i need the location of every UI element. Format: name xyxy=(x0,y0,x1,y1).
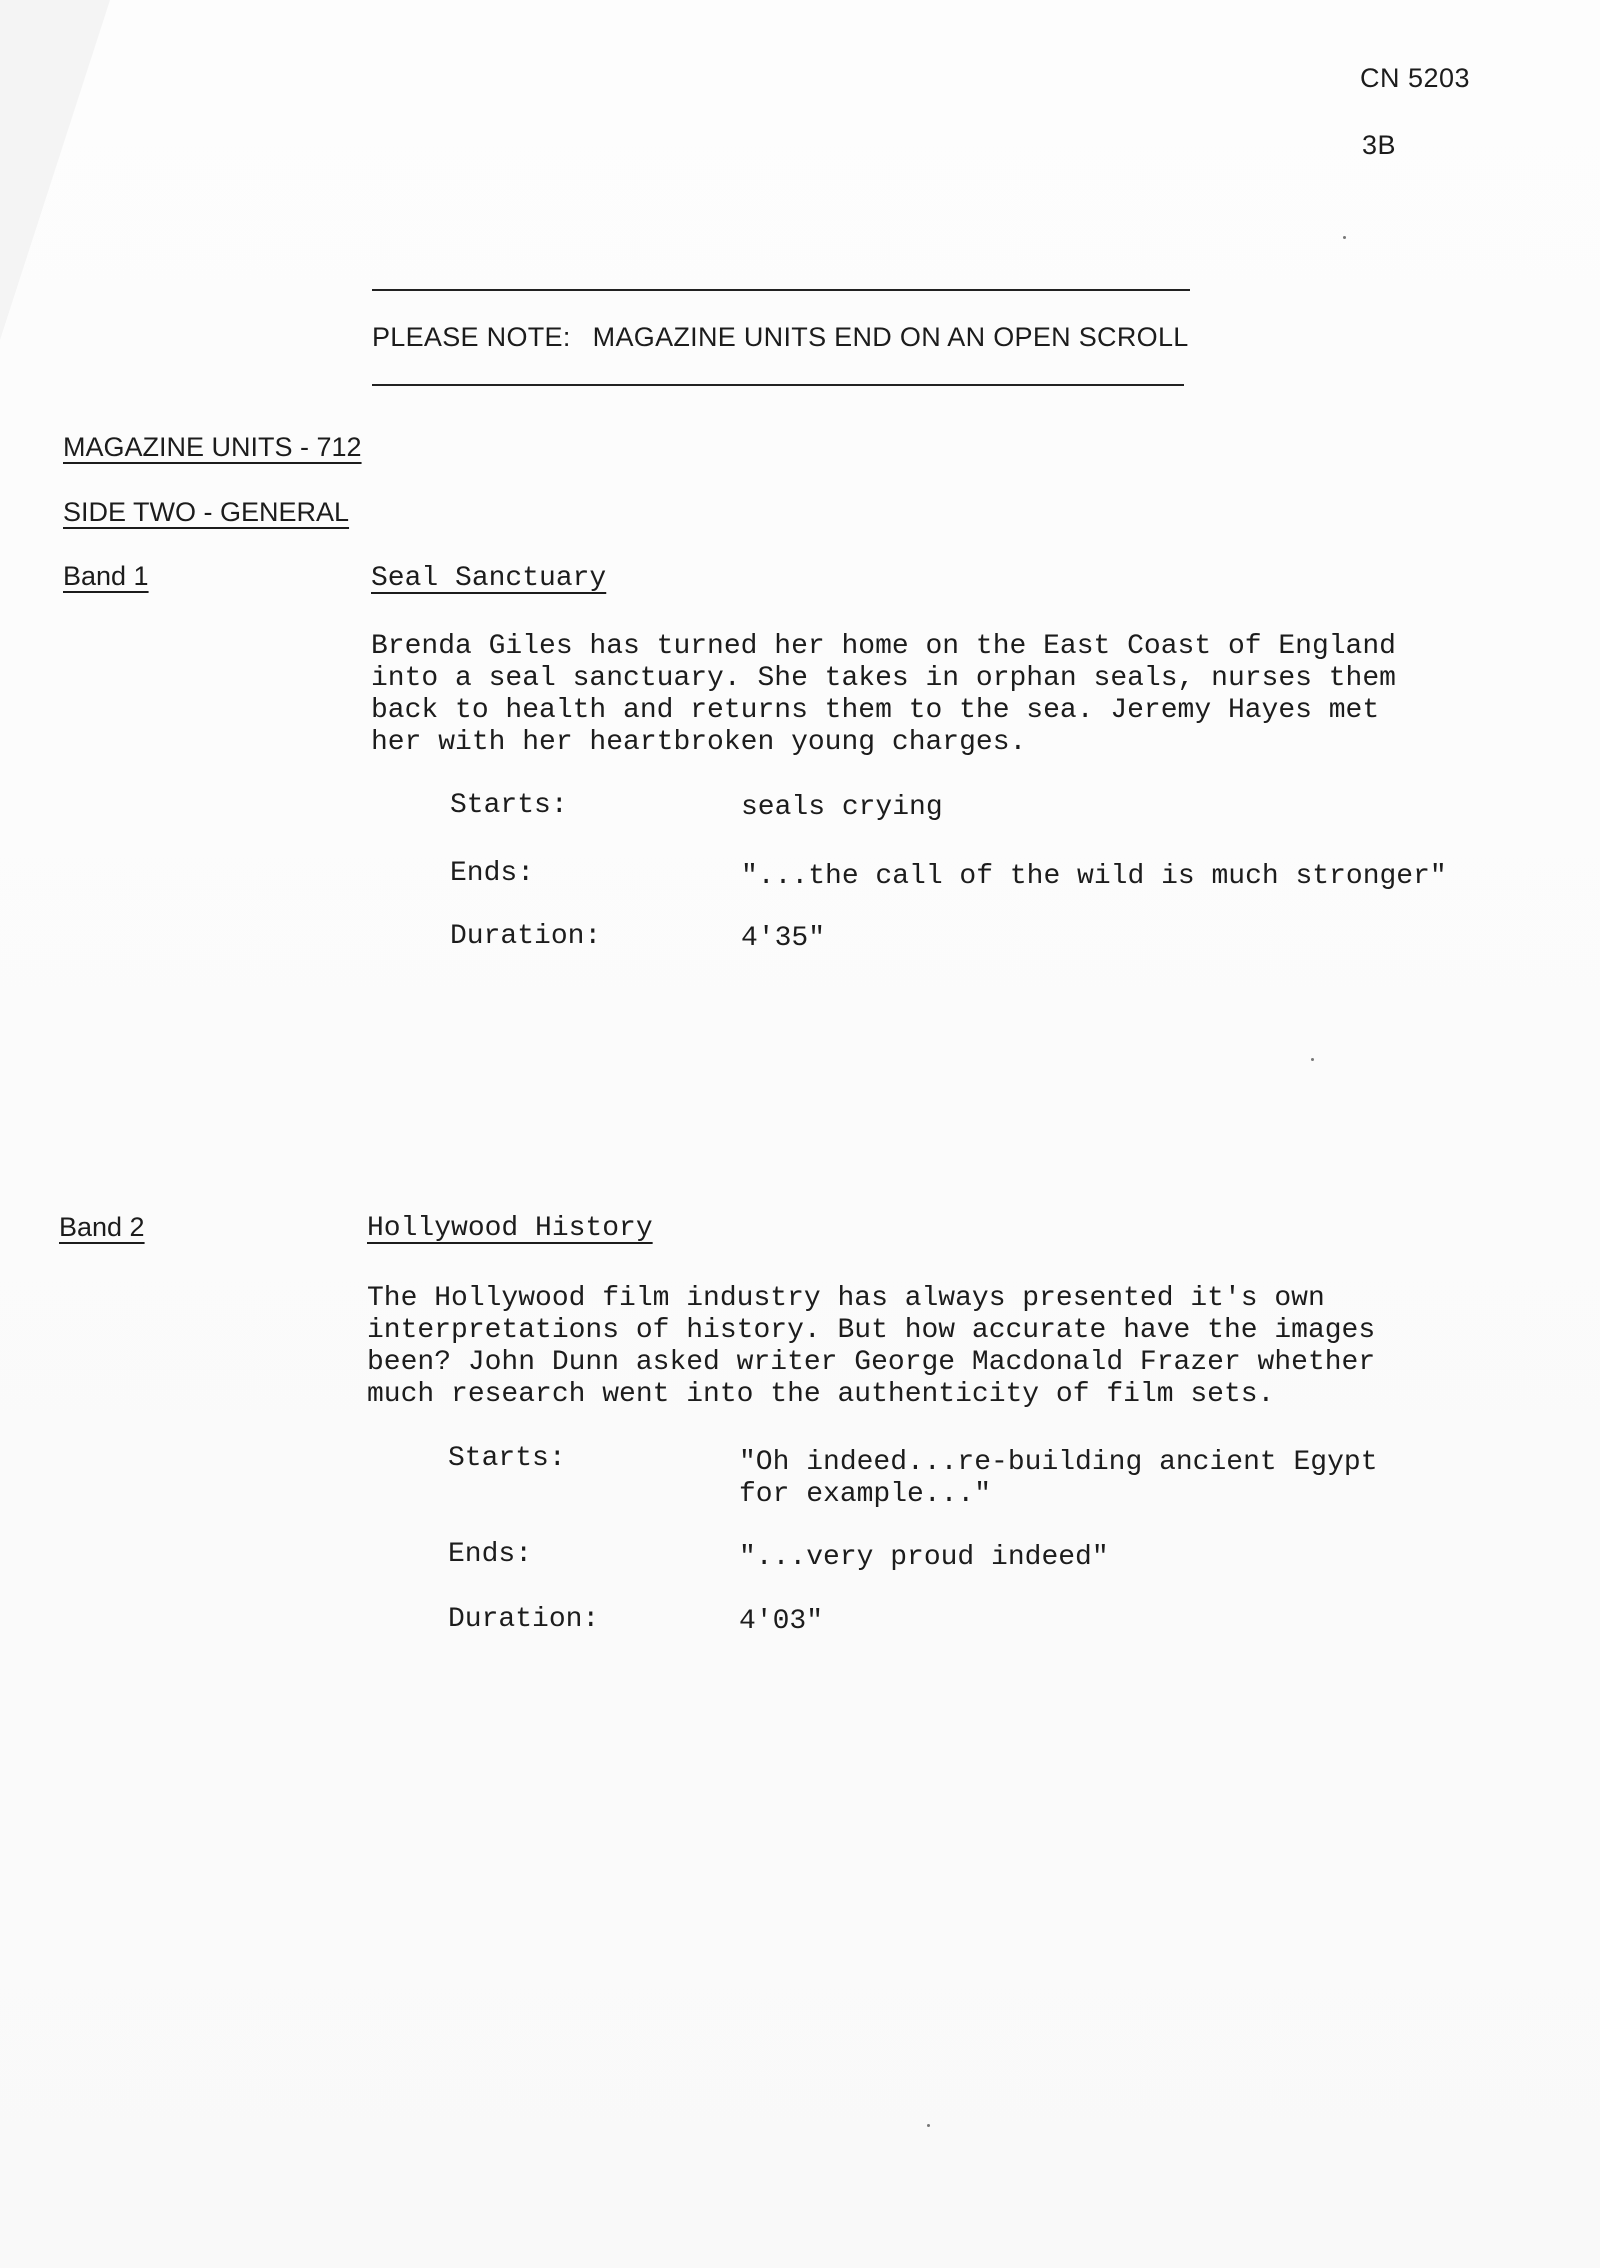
reference-code: CN 5203 xyxy=(1360,63,1471,93)
description-line: back to health and returns them to the sea. Jeremy Hayes met xyxy=(371,695,1380,726)
band-2-starts-value xyxy=(739,1447,1378,1511)
band-1-ends-value: "...the call of the wild is much stronger" xyxy=(741,861,1447,892)
band-2-ends-label: Ends: xyxy=(448,1539,533,1570)
page-corner-shadow xyxy=(0,0,110,340)
description-line: much research went into the authenticity of film sets. xyxy=(367,1379,1275,1410)
description-line: Brenda Giles has turned her home on the East Coast of England xyxy=(371,631,1396,662)
scan-speck xyxy=(1343,236,1346,239)
section-subtitle: SIDE TWO - GENERAL xyxy=(63,497,350,527)
band-1-starts-label: Starts: xyxy=(450,790,568,821)
band-1-title: Seal Sanctuary xyxy=(371,563,607,594)
page-code: 3B xyxy=(1362,130,1397,160)
starts-line: "Oh indeed...re-building ancient Egypt xyxy=(739,1447,1378,1478)
notice-top-rule xyxy=(372,289,1190,291)
notice-bottom-rule xyxy=(372,384,1184,386)
band-1-duration-value: 4'35" xyxy=(741,923,826,954)
starts-line: seals crying xyxy=(741,792,943,823)
band-1-label: Band 1 xyxy=(63,561,149,591)
band-2-description xyxy=(367,1283,1375,1411)
description-line: her with her heartbroken young charges. xyxy=(371,727,1027,758)
description-line: interpretations of history. But how accurate have the images xyxy=(367,1315,1376,1346)
scan-speck xyxy=(927,2124,930,2127)
notice-prefix: PLEASE NOTE: xyxy=(372,322,571,352)
band-2-label: Band 2 xyxy=(59,1212,145,1242)
band-1-starts-value xyxy=(741,792,943,824)
notice xyxy=(372,322,1189,353)
band-1-description xyxy=(371,631,1396,759)
band-1-ends-label: Ends: xyxy=(450,858,535,889)
section-title: MAGAZINE UNITS - 712 xyxy=(63,432,362,462)
band-2-title: Hollywood History xyxy=(367,1213,653,1244)
notice-text: MAGAZINE UNITS END ON AN OPEN SCROLL xyxy=(592,322,1189,352)
description-line: The Hollywood film industry has always presented it's own xyxy=(367,1283,1325,1314)
starts-line: for example..." xyxy=(739,1479,992,1510)
description-line: been? John Dunn asked writer George Macdonald Frazer whether xyxy=(367,1347,1376,1378)
scan-speck xyxy=(1311,1058,1314,1061)
band-1-duration-label: Duration: xyxy=(450,921,602,952)
band-2-duration-label: Duration: xyxy=(448,1604,600,1635)
band-2-starts-label: Starts: xyxy=(448,1443,566,1474)
band-2-duration-value: 4'03" xyxy=(739,1606,824,1637)
description-line: into a seal sanctuary. She takes in orphan seals, nurses them xyxy=(371,663,1396,694)
band-2-ends-value: "...very proud indeed" xyxy=(739,1542,1109,1573)
